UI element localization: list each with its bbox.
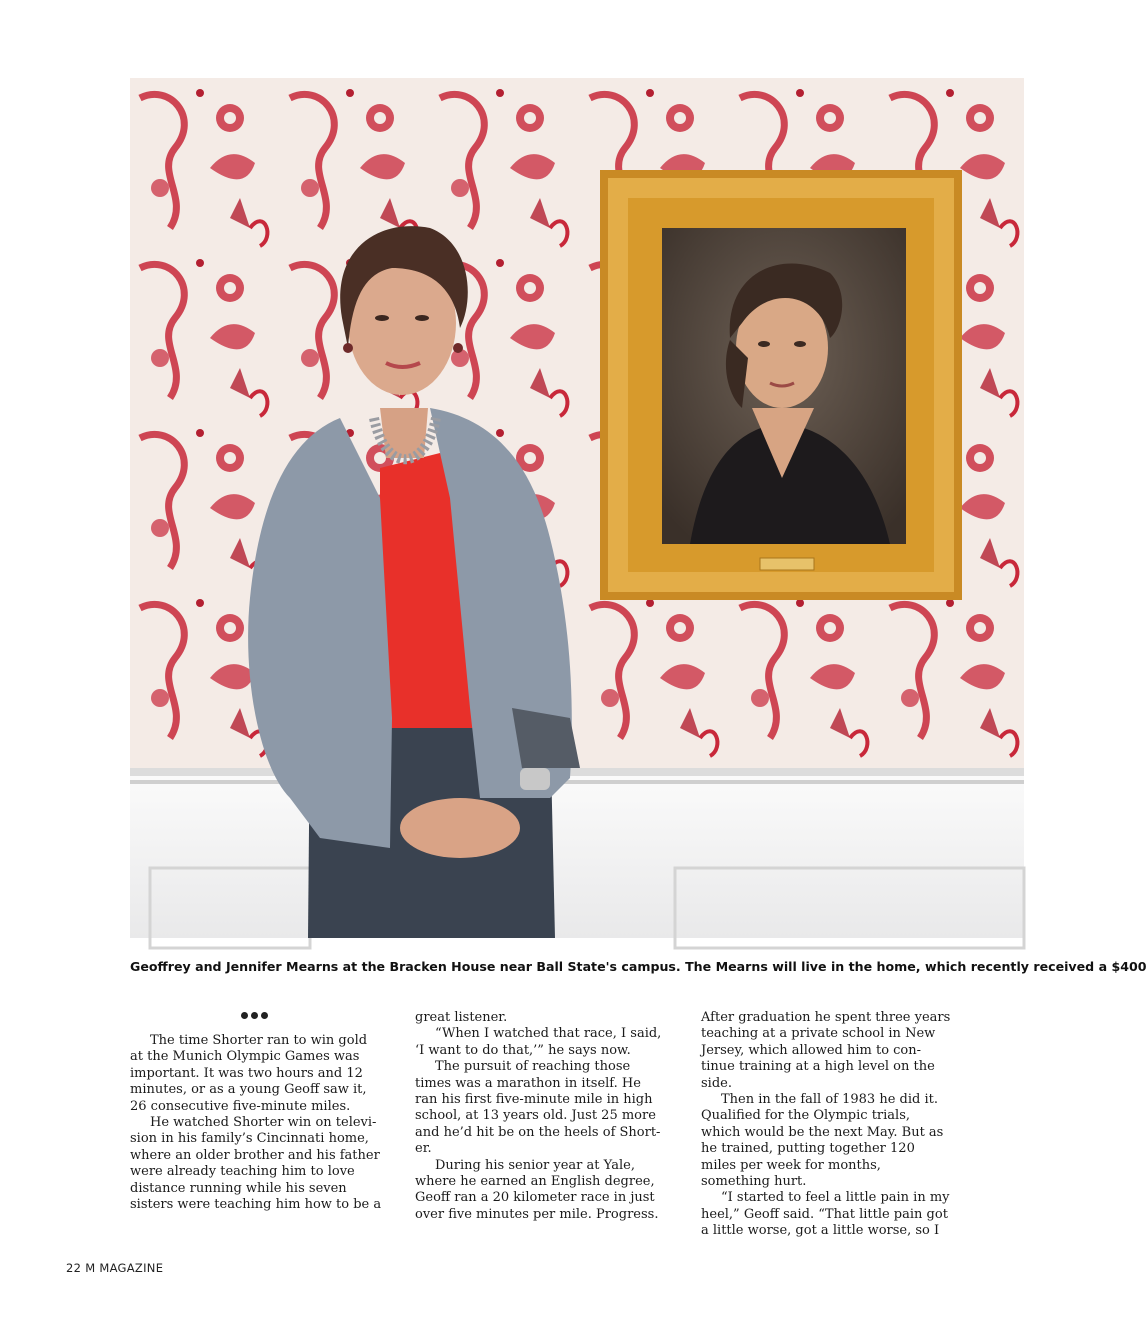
feature-photo [130,78,1024,938]
article-column-3 [701,1010,953,1240]
paragraph: “When I watched that race, I said, ‘I want to do that,’” he says now. [415,1026,662,1058]
dot-icon [251,1012,258,1019]
article-column-2 [415,1010,667,1223]
paragraph: great listener. [415,1010,508,1025]
photo-caption: Geoffrey and Jennifer Mearns at the Bracken House near Ball State's campus. The Mearns will live in the home, which recently received a $400 [130,959,1147,974]
paragraph: He watched Shorter win on televi-sion in his family’s Cincinnati home, where an older brother and his father were already teaching him to love distance running while his seven sisters were teaching him how to be a [130,1115,382,1213]
page-folio: 22 M MAGAZINE [66,1261,164,1275]
paragraph: The time Shorter ran to win gold at the Munich Olympic Games was important. It was two hours and 12 minutes, or as a young Geoff saw it, 26 consecutive five-minute miles. [130,1033,368,1114]
paragraph: The pursuit of reaching those times was a marathon in itself. He ran his first five-minute mile in high school, at 13 years old. Just 25 more and he’d hit be on the heels of Short-er. [415,1059,661,1157]
paragraph: During his senior year at Yale, where he earned an English degree, Geoff ran a 20 kilometer race in just over five minutes per mile. Progress. [415,1157,659,1222]
feature-photo-illustration [130,78,1024,938]
dot-icon [241,1012,248,1019]
section-break-dots [241,1012,268,1019]
paragraph: Then in the fall of 1983 he did it. Qualified for the Olympic trials, which would be the next May. But as he trained, putting together 120 miles per week for months, something hurt. [701,1092,944,1190]
framed-portrait [600,170,962,600]
paragraph: After graduation he spent three years teaching at a private school in New Jersey, which allowed him to con-tinue training at a high level on the side. [701,1010,951,1091]
dot-icon [261,1012,268,1019]
article-column-1 [130,1033,382,1213]
paragraph: “I started to feel a little pain in my heel,” Geoff said. “That little pain got a little worse, got a little worse, so I [701,1190,950,1239]
